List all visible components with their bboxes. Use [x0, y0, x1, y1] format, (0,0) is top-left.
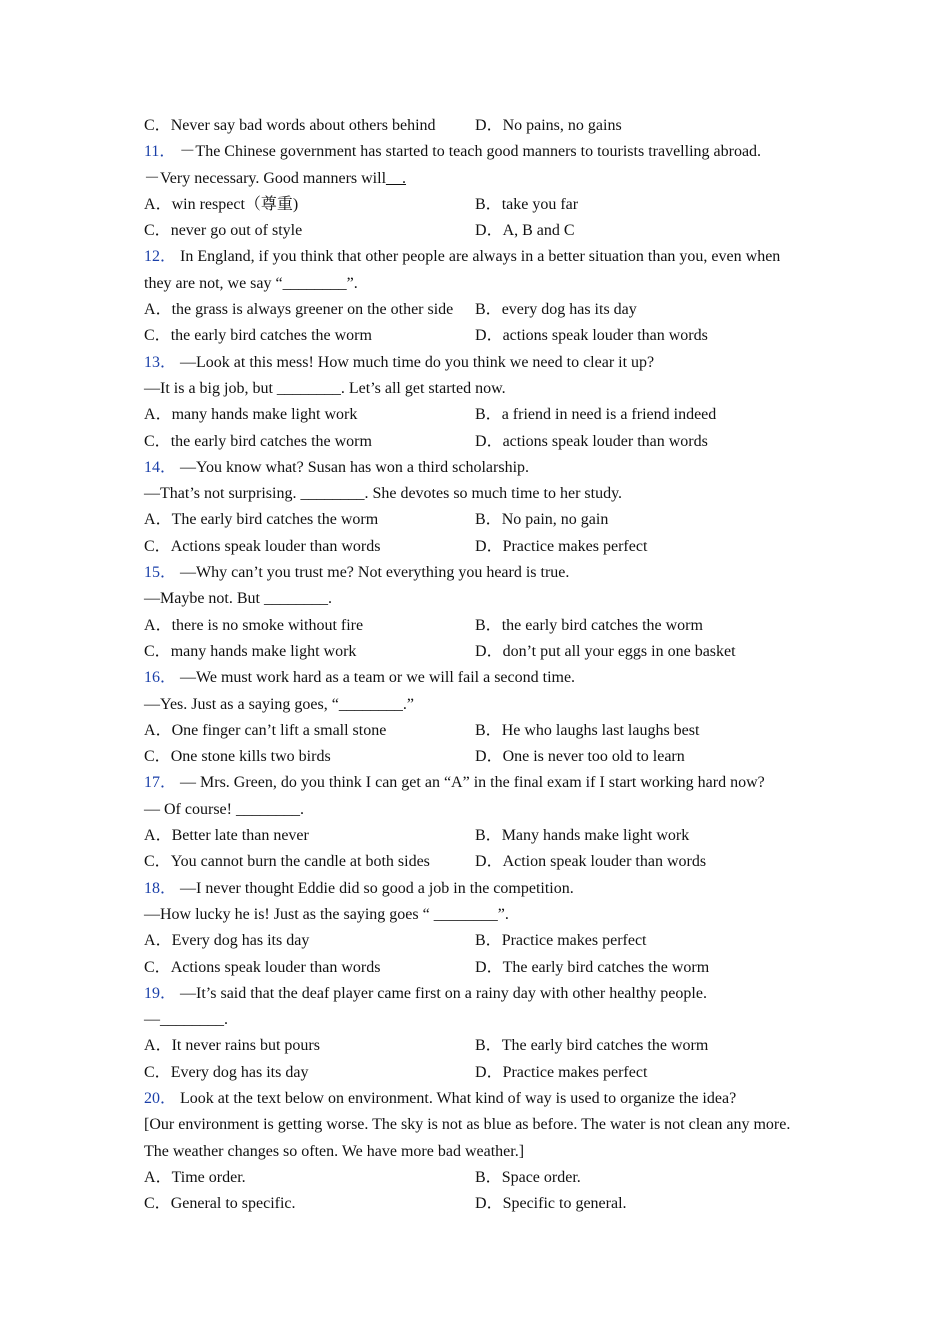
question-reply: —Maybe not. But ________.: [144, 590, 332, 608]
option-a: A．It never rains but pours: [144, 1037, 320, 1055]
question-reply: －Very necessary. Good manners will__.: [144, 169, 407, 187]
question-number: 15: [144, 564, 160, 582]
question-stem: 13． —Look at this mess! How much time do you think we need to clear it up?: [144, 353, 655, 371]
option-a: A．the grass is always greener on the other side: [144, 301, 454, 319]
option-a: A．win respect（尊重): [144, 195, 299, 213]
question-14: [144, 455, 809, 560]
question-reply: — Of course! ________.: [144, 800, 304, 818]
question-stem: 14． —You know what? Susan has won a third scholarship.: [144, 458, 530, 476]
option-row: [144, 218, 809, 244]
question-stem: 18． —I never thought Eddie did so good a job in the competition.: [144, 879, 574, 897]
question-stem: 17． — Mrs. Green, do you think I can get an “A” in the final exam if I start working hard now?: [144, 774, 765, 792]
option-b: B．a friend in need is a friend indeed: [475, 406, 717, 424]
option-row: [144, 429, 809, 455]
question-20: [144, 1086, 809, 1217]
question-reply: —That’s not surprising. ________. She devotes so much time to her study.: [144, 485, 623, 503]
option-b: B．every dog has its day: [475, 301, 637, 319]
option-a: A．Every dog has its day: [144, 932, 310, 950]
option-row: [144, 113, 809, 139]
option-b: B．Many hands make light work: [475, 827, 690, 845]
question-stem: 12． In England, if you think that other people are always in a better situation than you, even when they are not, we say “________”.: [144, 248, 781, 292]
option-row: [144, 297, 809, 323]
question-17: [144, 770, 809, 875]
option-c: C．Every dog has its day: [144, 1063, 309, 1081]
option-d: D．don’t put all your eggs in one basket: [475, 642, 736, 660]
question-list: [144, 113, 809, 1217]
option-d: D．The early bird catches the worm: [475, 958, 710, 976]
option-d: D．One is never too old to learn: [475, 748, 685, 766]
option-c: C．One stone kills two birds: [144, 748, 331, 766]
question-stem: 15． —Why can’t you trust me? Not everything you heard is true.: [144, 564, 570, 582]
option-a: A．there is no smoke without fire: [144, 616, 364, 634]
option-a: A．The early bird catches the worm: [144, 511, 379, 529]
question-stem: 16． —We must work hard as a team or we will fail a second time.: [144, 669, 576, 687]
option-a: A．One finger can’t lift a small stone: [144, 721, 387, 739]
option-b: B．The early bird catches the worm: [475, 1037, 709, 1055]
option-row: [144, 507, 809, 533]
question-15: [144, 560, 809, 665]
option-c: C．many hands make light work: [144, 642, 357, 660]
option-d: D．Practice makes perfect: [475, 537, 648, 555]
option-b: B．He who laughs last laughs best: [475, 721, 700, 739]
question-number: 18: [144, 879, 160, 897]
option-row: [144, 823, 809, 849]
option-c: C．the early bird catches the worm: [144, 327, 372, 345]
option-d: D．A, B and C: [475, 222, 575, 240]
option-row: [144, 534, 809, 560]
question-reply: —Yes. Just as a saying goes, “________.”: [144, 695, 414, 713]
question-13: [144, 350, 809, 455]
question-passage: [Our environment is getting worse. The sky is not as blue as before. The water is not clean any more. The weather changes so often. We have more bad weather.]: [144, 1116, 791, 1160]
option-row: [144, 323, 809, 349]
option-row: [144, 639, 809, 665]
option-c: C．Actions speak louder than words: [144, 958, 381, 976]
option-a: A．many hands make light work: [144, 406, 358, 424]
question-reply: —It is a big job, but ________. Let’s all get started now.: [144, 379, 506, 397]
option-row: [144, 955, 809, 981]
option-c: C．Actions speak louder than words: [144, 537, 381, 555]
option-row: [144, 744, 809, 770]
option-a: A．Time order.: [144, 1168, 246, 1186]
question-number: 19: [144, 984, 160, 1002]
question-reply: —How lucky he is! Just as the saying goes “ ________”.: [144, 905, 509, 923]
question-number: 11: [144, 143, 160, 161]
option-b: B．Space order.: [475, 1168, 581, 1186]
option-c: C．the early bird catches the worm: [144, 432, 372, 450]
option-row: [144, 1191, 809, 1217]
answer-blank: __.: [386, 169, 407, 187]
option-c: C．You cannot burn the candle at both sides: [144, 853, 430, 871]
option-b: B．No pain, no gain: [475, 511, 609, 529]
option-d: D．Practice makes perfect: [475, 1063, 648, 1081]
option-row: [144, 1060, 809, 1086]
option-b: B．take you far: [475, 195, 579, 213]
question-number: 17: [144, 774, 160, 792]
option-d: D．Specific to general.: [475, 1195, 627, 1213]
question-stem: 11． －The Chinese government has started to teach good manners to tourists travelling abroad.: [144, 143, 762, 161]
option-c: C．never go out of style: [144, 222, 303, 240]
question-11: [144, 139, 809, 244]
option-b: B．Practice makes perfect: [475, 932, 647, 950]
option-d: D．actions speak louder than words: [475, 327, 708, 345]
option-d: D．Action speak louder than words: [475, 853, 707, 871]
question-number: 16: [144, 669, 160, 687]
question-number: 20: [144, 1089, 160, 1107]
question-18: [144, 876, 809, 981]
option-row: [144, 192, 809, 218]
option-row: [144, 402, 809, 428]
option-row: [144, 928, 809, 954]
option-row: [144, 849, 809, 875]
option-a: A．Better late than never: [144, 827, 309, 845]
question-number: 12: [144, 248, 160, 266]
option-d: D．actions speak louder than words: [475, 432, 708, 450]
option-row: [144, 613, 809, 639]
question-stem: 19． —It’s said that the deaf player came first on a rainy day with other healthy people.: [144, 984, 707, 1002]
option-row: [144, 718, 809, 744]
question-12: [144, 244, 809, 349]
option-row: [144, 1165, 809, 1191]
option-d: D．No pains, no gains: [475, 117, 622, 134]
option-row: [144, 1033, 809, 1059]
option-b: B．the early bird catches the worm: [475, 616, 703, 634]
question-16: [144, 665, 809, 770]
option-c: C．General to specific.: [144, 1195, 296, 1213]
question-number: 13: [144, 353, 160, 371]
question-19: [144, 981, 809, 1086]
question-reply: —________.: [144, 1011, 228, 1029]
question-number: 14: [144, 458, 160, 476]
question-stem: 20． Look at the text below on environment. What kind of way is used to organize the idea?: [144, 1089, 737, 1107]
option-c: C．Never say bad words about others behind: [144, 117, 436, 134]
